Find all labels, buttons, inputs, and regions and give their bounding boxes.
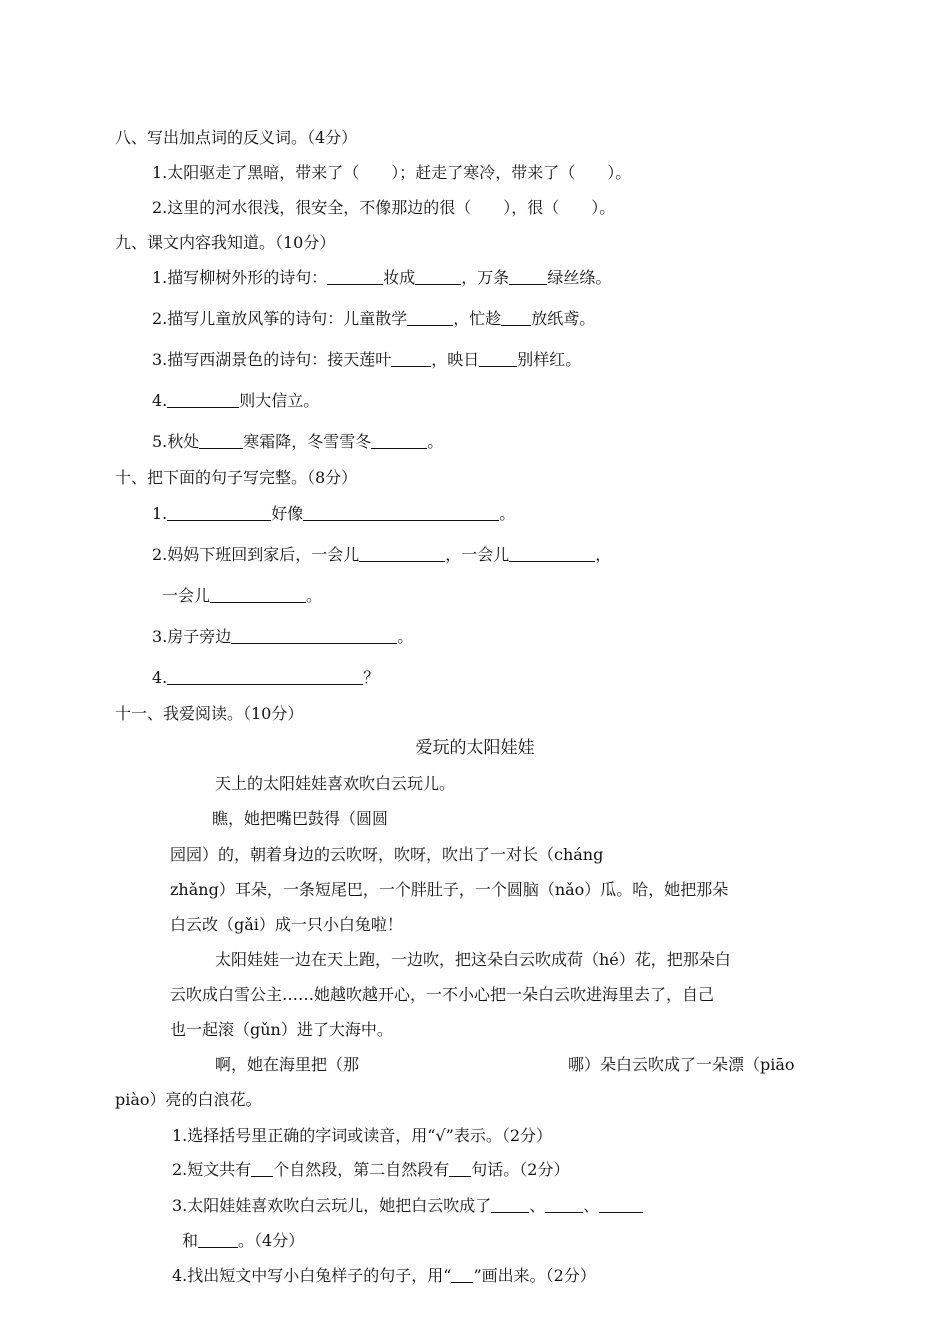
answer-blank[interactable] xyxy=(167,391,239,408)
reading-paragraph-4-line-1b: 哪）朵白云吹成了一朵漂（piāo xyxy=(568,1055,795,1074)
section-9-heading: 九、课文内容我知道。（10分） xyxy=(115,233,336,252)
answer-blank[interactable] xyxy=(509,545,595,562)
answer-blank[interactable] xyxy=(167,668,363,685)
answer-blank[interactable] xyxy=(449,1160,471,1177)
s8-question-2: 2.这里的河水很浅，很安全，不像那边的很（ ），很（ ）。 xyxy=(152,198,616,217)
s9-question-1: 1.描写柳树外形的诗句： 妆成 ，万条 绿丝绦。 xyxy=(152,268,612,287)
answer-blank[interactable] xyxy=(327,268,383,285)
section-11-heading: 十一、我爱阅读。（10分） xyxy=(115,704,304,723)
answer-blank[interactable] xyxy=(167,504,271,521)
s10-question-2: 2.妈妈下班回到家后，一会儿 ，一会儿 ， xyxy=(152,545,612,564)
reading-paragraph-3-line-3: 也一起滚（gǔn）进了大海中。 xyxy=(170,1020,393,1039)
s10-question-4: 4. ？ xyxy=(152,668,380,687)
answer-blank[interactable] xyxy=(251,1160,273,1177)
answer-blank[interactable] xyxy=(231,627,397,644)
s9-question-2: 2.描写儿童放风筝的诗句：儿童散学 ，忙趁 放纸鸢。 xyxy=(152,309,596,328)
answer-blank[interactable] xyxy=(509,268,547,285)
reading-paragraph-2-line-4: 白云改（gǎi）成一只小白兔啦！ xyxy=(170,915,403,934)
s9-question-5: 5.秋处 寒霜降，冬雪雪冬 。 xyxy=(152,432,444,451)
answer-blank[interactable] xyxy=(491,1196,529,1213)
answer-blank[interactable] xyxy=(407,309,453,326)
answer-blank[interactable] xyxy=(599,1196,643,1213)
reading-paragraph-3-line-2: 云吹成白雪公主……她越吹越开心，一不小心把一朵白云吹进海里去了，自己 xyxy=(170,985,715,1004)
s10-question-1: 1. 好像 。 xyxy=(152,504,516,523)
answer-blank[interactable] xyxy=(359,545,445,562)
s10-question-3: 3.房子旁边 。 xyxy=(152,627,414,646)
reading-question-3-continued: 和 。（4分） xyxy=(182,1231,305,1250)
answer-blank[interactable] xyxy=(303,504,499,521)
answer-blank[interactable] xyxy=(371,432,427,449)
reading-title: 爱玩的太阳娃娃 xyxy=(415,738,535,758)
reading-paragraph-2-line-3: zhǎng）耳朵，一条短尾巴，一个胖肚子，一个圆脑（nǎo）瓜。哈，她把那朵 xyxy=(170,880,729,899)
answer-blank[interactable] xyxy=(545,1196,583,1213)
reading-paragraph-4-line-1a: 啊，她在海里把（那 xyxy=(215,1055,360,1074)
s8-question-1: 1.太阳驱走了黑暗，带来了（ ）；赶走了寒冷，带来了（ ）。 xyxy=(152,163,632,182)
answer-blank[interactable] xyxy=(391,350,431,367)
reading-paragraph-2-line-2: 园园）的，朝着身边的云吹呀，吹呀，吹出了一对长（cháng xyxy=(170,845,604,864)
reading-paragraph-2-line-1: 瞧，她把嘴巴鼓得（圆圆 xyxy=(212,809,389,828)
reading-paragraph-3-line-1: 太阳娃娃一边在天上跑，一边吹，把这朵白云吹成荷（hé）花，把那朵白 xyxy=(215,950,731,969)
underline-sample xyxy=(451,1266,473,1283)
answer-blank[interactable] xyxy=(415,268,461,285)
reading-question-2: 2.短文共有 个自然段，第二自然段有 句话。（2分） xyxy=(172,1160,570,1179)
answer-blank[interactable] xyxy=(210,586,306,603)
answer-blank[interactable] xyxy=(479,350,517,367)
reading-question-4: 4.找出短文中写小白兔样子的句子，用“ ”画出来。（2分） xyxy=(172,1266,596,1285)
s10-question-2-continued: 一会儿 。 xyxy=(162,586,323,605)
reading-question-1: 1.选择括号里正确的字词或读音，用“√”表示。（2分） xyxy=(172,1126,553,1145)
answer-blank[interactable] xyxy=(501,309,531,326)
answer-blank[interactable] xyxy=(199,432,243,449)
answer-blank[interactable] xyxy=(198,1231,238,1248)
reading-paragraph-1: 天上的太阳娃娃喜欢吹白云玩儿。 xyxy=(215,774,456,793)
s9-question-4: 4. 则大信立。 xyxy=(152,391,320,410)
reading-paragraph-4-line-2: piào）亮的白浪花。 xyxy=(115,1090,262,1109)
section-8-heading: 八、写出加点词的反义词。（4分） xyxy=(115,128,358,147)
s9-question-3: 3.描写西湖景色的诗句：接天莲叶 ，映日 别样红。 xyxy=(152,350,582,369)
reading-question-3: 3.太阳娃娃喜欢吹白云玩儿，她把白云吹成了 、 、 xyxy=(172,1196,643,1216)
section-10-heading: 十、把下面的句子写完整。（8分） xyxy=(115,468,358,487)
